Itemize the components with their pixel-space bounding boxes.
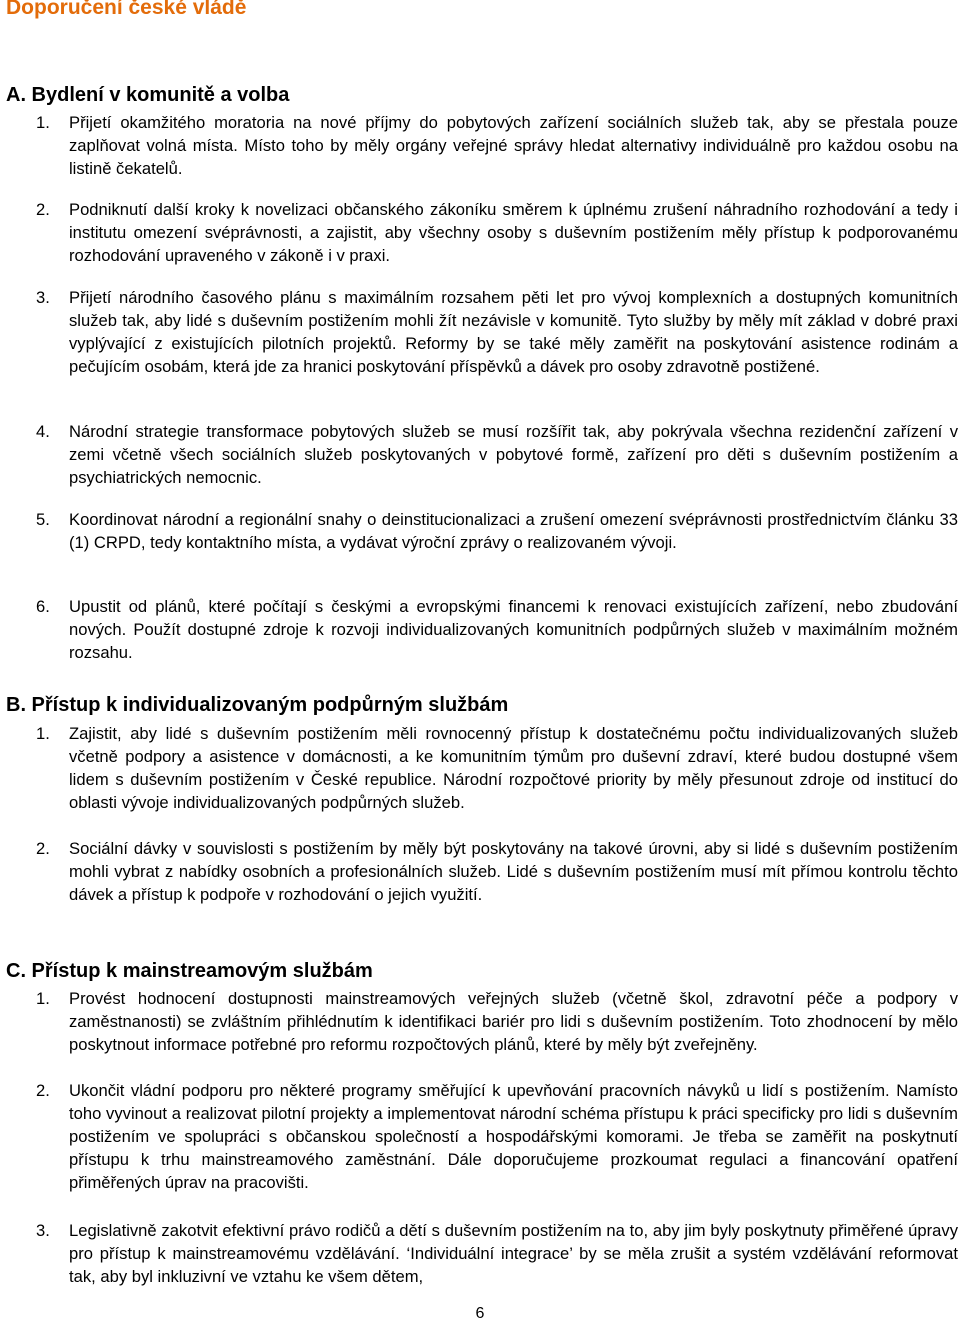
item-text: Upustit od plánů, které počítají s českými a evropskými financemi k renovaci existujících zařízení, nebo zbudování nových. Použít dostupné zdroje k rozvoji individualizovaných komunitních podpůrných služeb v maximálním možném rozsahu. xyxy=(69,597,958,662)
list-item-a3 xyxy=(0,287,958,379)
item-number: 5. xyxy=(36,510,50,529)
item-text: Zajistit, aby lidé s duševním postižením měli rovnocenný přístup k dostatečnému počtu individualizovaných služeb včetně podpory a asistence v domácnosti, a ke komunitním týmům pro duševní zdraví, které budou dostupné všem lidem s duševním postižením v České republice. Národní rozpočtové priority by měly přesunout zdroje od institucí do oblasti vývoje individualizovaných podpůrných služeb. xyxy=(69,724,958,812)
item-number: 1. xyxy=(36,724,50,743)
item-text: Legislativně zakotvit efektivní právo rodičů a dětí s duševním postižením na to, aby jim byly poskytnuty přiměřené úpravy pro přístup k mainstreamovému vzdělávání. ‘Individuální integrace’ by se měla zrušit a systém vzdělávání reformovat tak, aby byl inkluzivní ve vztahu ke všem dětem, xyxy=(69,1221,958,1286)
list-item-c2 xyxy=(0,1080,958,1195)
list-item-b1 xyxy=(0,723,958,815)
item-text: Provést hodnocení dostupnosti mainstreamových veřejných služeb (včetně škol, zdravotní péče a podpory v zaměstnanosti) se zvláštním přihlédnutím k identifikaci bariér pro lidi s duševním postižením. Toto zhodnocení by mělo poskytnout informace potřebné pro reformu rozpočtových plánů, které by měly být zveřejněny. xyxy=(69,989,958,1054)
item-number: 2. xyxy=(36,200,50,219)
item-text: Přijetí okamžitého moratoria na nové příjmy do pobytových zařízení sociálních služeb tak, aby se přestala pouze zaplňovat volná místa. Místo toho by měly orgány veřejné správy hledat alternativy individuálně pro každou osobu na listině čekatelů. xyxy=(69,113,958,178)
item-number: 6. xyxy=(36,597,50,616)
item-number: 1. xyxy=(36,989,50,1008)
list-item-a2 xyxy=(0,199,958,268)
list-item-c3 xyxy=(0,1220,958,1289)
item-text: Sociální dávky v souvislosti s postižením by měly být poskytovány na takové úrovni, aby si lidé s duševním postižením mohli vybrat z nabídky osobních a profesionálních služeb. Lidé s duševním postižením musí mít přímou kontrolu těchto dávek a přístup k podpoře v rozhodování o jejich využití. xyxy=(69,839,958,904)
list-item-a6 xyxy=(0,596,958,665)
list-item-b2 xyxy=(0,838,958,907)
item-number: 3. xyxy=(36,288,50,307)
list-item-c1 xyxy=(0,988,958,1057)
item-number: 3. xyxy=(36,1221,50,1240)
item-text: Ukončit vládní podporu pro některé programy směřující k upevňování pracovních návyků u lidí s postižením. Namísto toho vyvinout a realizovat pilotní projekty a implementovat národní schéma přístupu k práci specificky pro lidi s duševním postižením ve spolupráci s občanskou společností a hospodářskými komorami. Je třeba se zaměřit na poskytnutí přístupu k trhu mainstreamového zaměstnání. Dále doporučujeme prozkoumat regulaci a financování opatření přiměřených úprav na pracovišti. xyxy=(69,1081,958,1192)
item-text: Národní strategie transformace pobytových služeb se musí rozšířit tak, aby pokrývala všechna rezidenční zařízení v zemi včetně všech sociálních služeb poskytovaných v pobytové formě, zařízení pro děti s duševním postižením a psychiatrických nemocnic. xyxy=(69,422,958,487)
item-text: Podniknutí další kroky k novelizaci občanského zákoníku směrem k úplnému zrušení náhradního rozhodování a tedy i institutu omezení svéprávnosti, a zajistit, aby všechny osoby s duševním postižením měly přístup k podporovanému rozhodování upraveného v zákoně i v praxi. xyxy=(69,200,958,265)
item-text: Přijetí národního časového plánu s maximálním rozsahem pěti let pro vývoj komplexních a dostupných komunitních služeb tak, aby lidé s duševním postižením mohli žít nezávisle v komunitě. Tyto služby by měly mít základ v dobré praxi vyplývající z existujících pilotních projektů. Reformy by se také měly zaměřit na poskytování asistence rodinám a pečujícím osobám, která jde za hranici poskytování příspěvků a dávek pro osoby zdravotně postižené. xyxy=(69,288,958,376)
section-heading-c: C. Přístup k mainstreamovým službám xyxy=(6,960,373,982)
item-number: 4. xyxy=(36,422,50,441)
item-number: 2. xyxy=(36,839,50,858)
list-item-a4 xyxy=(0,421,958,490)
item-number: 1. xyxy=(36,113,50,132)
page-number: 6 xyxy=(475,1305,485,1322)
list-item-a5 xyxy=(0,509,958,555)
item-text: Koordinovat národní a regionální snahy o deinstitucionalizaci a zrušení omezení svéprávnosti prostřednictvím článku 33 (1) CRPD, tedy kontaktního místa, a vydávat výroční zprávy o realizovaném vývoji. xyxy=(69,510,958,552)
document-title: Doporučení české vládě xyxy=(6,0,247,19)
item-number: 2. xyxy=(36,1081,50,1100)
list-item-a1 xyxy=(0,112,958,181)
section-heading-a: A. Bydlení v komunitě a volba xyxy=(6,84,290,106)
section-heading-b: B. Přístup k individualizovaným podpůrným službám xyxy=(6,694,509,716)
